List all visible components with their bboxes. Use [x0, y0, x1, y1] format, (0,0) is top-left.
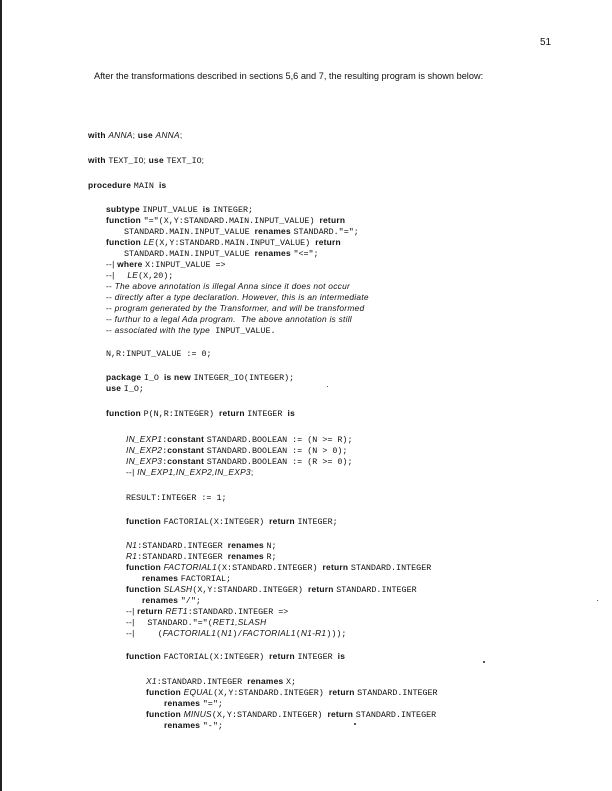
code-token: function [126, 651, 164, 661]
code-token: )/ [232, 629, 243, 639]
code-token: renames [227, 540, 267, 550]
code-token: --| [126, 628, 158, 638]
code-token: STANDARD.BOOLEAN := (R >= 0); [206, 457, 353, 467]
code-line [106, 303, 364, 314]
code-token: STANDARD.BOOLEAN := (N >= R); [206, 435, 353, 445]
code-token: TEXT_IO [166, 156, 202, 166]
code-line [106, 348, 212, 359]
code-token: ; [201, 155, 205, 165]
code-token: X1 [146, 676, 157, 686]
code-token: FACTORIAL1 [242, 628, 296, 638]
code-token: ; [132, 130, 138, 140]
code-token: FACTORIAL(X:INTEGER) [163, 517, 270, 527]
code-token: TEXT_IO [108, 156, 144, 166]
code-line [126, 492, 227, 503]
page-number: 51 [540, 37, 552, 48]
code-token: R1 [126, 551, 138, 561]
code-line [126, 445, 347, 456]
code-line [126, 584, 417, 595]
code-token: N; [266, 541, 277, 551]
code-token: (X,Y:STANDARD.INTEGER) [192, 585, 308, 595]
code-token: N,R:INPUT_VALUE := 0; [106, 349, 212, 359]
scan-speck [327, 386, 328, 387]
code-line [106, 259, 226, 270]
code-token: RESULT:INTEGER := 1; [126, 493, 227, 503]
code-token: FACTORIAL1 [163, 562, 217, 572]
code-token: function [146, 687, 184, 697]
code-token: SLASH [163, 584, 193, 594]
code-token: INTEGER; [297, 517, 338, 527]
code-token: (X,Y:STANDARD.INTEGER) [213, 688, 329, 698]
code-token: ; [250, 467, 254, 477]
code-token: N1-R1 [300, 628, 327, 638]
code-line [126, 540, 277, 551]
code-token: renames [254, 248, 294, 258]
code-token: --| [106, 270, 128, 280]
code-token: : [162, 446, 168, 456]
code-line [124, 226, 359, 237]
code-line [146, 676, 296, 687]
code-token: "="(X,Y:STANDARD.MAIN.INPUT_VALUE) [143, 216, 320, 226]
code-line [88, 155, 204, 166]
code-token: package [106, 372, 144, 382]
code-token: renames [254, 226, 294, 236]
code-token: renames [247, 676, 286, 686]
code-token: directly after a type declaration. However, this is an intermediate [114, 292, 369, 302]
code-token: MINUS [183, 709, 212, 719]
code-token: function [106, 215, 144, 225]
code-token: renames [142, 573, 181, 583]
code-token: -- [106, 292, 115, 302]
code-token: function [146, 709, 184, 719]
code-token: IN_EXP2 [126, 445, 163, 455]
code-token: --| [126, 467, 138, 477]
code-line [106, 314, 352, 325]
code-token: STANDARD.MAIN.INPUT_VALUE [124, 249, 255, 259]
code-token: The above annotation is illegal Anna since it does not occur [114, 281, 351, 291]
code-token: constant [167, 456, 207, 466]
code-token: with [88, 130, 109, 140]
code-token: use [148, 155, 167, 165]
code-line [88, 180, 166, 191]
code-token: constant [167, 445, 207, 455]
code-token: return [315, 237, 341, 247]
code-token: STANDARD.BOOLEAN := (N > 0); [206, 446, 348, 456]
code-token: FACTORIAL(X:INTEGER) [163, 652, 270, 662]
code-token: ; [143, 155, 149, 165]
code-token: :STANDARD.INTEGER => [187, 607, 289, 617]
code-token: use [137, 130, 156, 140]
code-token: return [137, 606, 166, 616]
code-line [106, 325, 276, 336]
code-line [106, 383, 144, 394]
code-token: INTEGER [247, 409, 288, 419]
code-token: INPUT_VALUE. [215, 326, 276, 336]
code-token: STANDARD."="; [293, 227, 359, 237]
code-token: R; [266, 552, 277, 562]
code-token: return [307, 584, 337, 594]
code-line [126, 606, 288, 617]
code-line [126, 516, 338, 527]
code-token: ( [216, 629, 222, 639]
code-token: FACTORIAL1 [162, 628, 217, 638]
code-token: return [327, 709, 356, 719]
code-token: X:INPUT_VALUE => [145, 260, 226, 270]
code-token: associated with the type [114, 325, 216, 335]
code-token: STANDARD.INTEGER [336, 585, 417, 595]
code-token: RET1 [165, 606, 188, 616]
code-token: :STANDARD.INTEGER [137, 552, 228, 562]
code-line [142, 595, 201, 606]
scan-speck [354, 723, 356, 725]
code-token: P(N,R:INTEGER) [143, 409, 219, 419]
code-line [126, 456, 352, 467]
code-line [106, 215, 345, 226]
code-token: X; [286, 677, 297, 687]
code-token: INPUT_VALUE [142, 205, 203, 215]
code-token: -- [106, 314, 115, 324]
code-token: return [322, 562, 351, 572]
code-token: function [126, 584, 164, 594]
code-line [106, 204, 253, 215]
code-line [126, 467, 253, 478]
code-token: is new [163, 372, 194, 382]
code-line [146, 709, 436, 720]
code-token: program generated by the Transformer, and will be transformed [114, 303, 365, 313]
code-token: return [269, 651, 298, 661]
code-token: function [126, 516, 164, 526]
code-token: LE [127, 270, 139, 280]
code-token: STANDARD."="( [147, 618, 213, 628]
code-token: return [319, 215, 346, 225]
code-line [126, 651, 345, 662]
code-line [106, 372, 294, 383]
code-token: RET1,SLASH [212, 617, 267, 627]
code-token: ( [295, 629, 301, 639]
code-token: ANNA [155, 130, 180, 140]
code-token: INTEGER [297, 652, 338, 662]
code-token: : [162, 457, 168, 467]
code-token: I_O; [123, 384, 144, 394]
code-token: function [106, 408, 144, 418]
code-token: : [162, 435, 168, 445]
code-token: return [269, 516, 298, 526]
code-token: N1 [126, 540, 138, 550]
scan-speck [483, 661, 485, 663]
scan-speck [597, 600, 598, 601]
code-line [106, 281, 350, 292]
code-token: is [337, 651, 346, 661]
code-token: (X:STANDARD.INTEGER) [217, 563, 323, 573]
code-token: INTEGER_IO(INTEGER); [193, 373, 295, 383]
code-token: --| [126, 606, 138, 616]
code-token: IN_EXP1,IN_EXP2,IN_EXP3 [137, 467, 251, 477]
code-token: is [202, 204, 213, 214]
code-token: renames [164, 698, 203, 708]
code-line [126, 551, 277, 562]
code-token: :STANDARD.INTEGER [137, 541, 228, 551]
code-line [164, 720, 223, 731]
code-token: ( [157, 629, 163, 639]
code-token: procedure [88, 180, 134, 190]
code-token: --| [126, 617, 148, 627]
code-token: "/"; [180, 596, 201, 606]
code-token: IN_EXP3 [126, 456, 163, 466]
code-token: with [88, 155, 109, 165]
code-token: I_O [143, 373, 164, 383]
code-line [88, 130, 182, 141]
code-line [106, 270, 173, 281]
code-token: (X,20); [138, 271, 174, 281]
code-line [164, 698, 223, 709]
code-token: ANNA [108, 130, 133, 140]
code-line [126, 617, 266, 628]
code-token: STANDARD.INTEGER [355, 710, 437, 720]
code-token: return [219, 408, 248, 418]
code-token: :STANDARD.INTEGER [156, 677, 248, 687]
code-token: constant [167, 434, 207, 444]
code-token: furthur to a legal Ada program. The above annotation is still [114, 314, 352, 324]
code-token: INTEGER; [212, 205, 254, 215]
code-line [126, 628, 346, 639]
code-token: STANDARD.MAIN.INPUT_VALUE [124, 227, 255, 237]
code-token: renames [227, 551, 267, 561]
code-token: subtype [106, 204, 143, 214]
code-token: is [158, 180, 167, 190]
code-token: -- [106, 281, 115, 291]
code-token: "<="; [293, 249, 319, 259]
code-line [126, 562, 431, 573]
code-token: "="; [202, 699, 223, 709]
code-token: -- [106, 303, 115, 313]
code-token: STANDARD.INTEGER [350, 563, 432, 573]
code-token: function [126, 562, 164, 572]
code-token: --| [106, 259, 118, 269]
code-line [106, 292, 369, 303]
code-line [106, 408, 295, 419]
code-line [106, 237, 341, 248]
code-token: renames [142, 595, 181, 605]
code-token: where [117, 259, 146, 269]
intro-paragraph: After the transformations described in sections 5,6 and 7, the resulting program is shown below: [94, 71, 484, 81]
code-token: use [106, 383, 124, 393]
code-token: STANDARD.INTEGER [357, 688, 438, 698]
code-line [124, 248, 319, 259]
code-token: IN_EXP1 [126, 434, 163, 444]
code-line [142, 573, 231, 584]
code-token: (X,Y:STANDARD.MAIN.INPUT_VALUE) [154, 238, 316, 248]
code-token: (X,Y:STANDARD.INTEGER) [211, 710, 328, 720]
code-token: -- [106, 325, 115, 335]
code-token: renames [164, 720, 203, 730]
code-token: LE [143, 237, 155, 247]
code-token: EQUAL [183, 687, 214, 697]
code-token: is [287, 408, 295, 418]
code-token: MAIN [133, 181, 159, 191]
code-token: "-"; [202, 721, 223, 731]
code-token: return [328, 687, 358, 697]
code-line [146, 687, 438, 698]
code-token: function [106, 237, 144, 247]
code-token: N1 [221, 628, 233, 638]
code-line [126, 434, 352, 445]
code-token: ; [179, 130, 183, 140]
code-token: ))); [326, 629, 347, 639]
code-token: FACTORIAL; [180, 574, 232, 584]
